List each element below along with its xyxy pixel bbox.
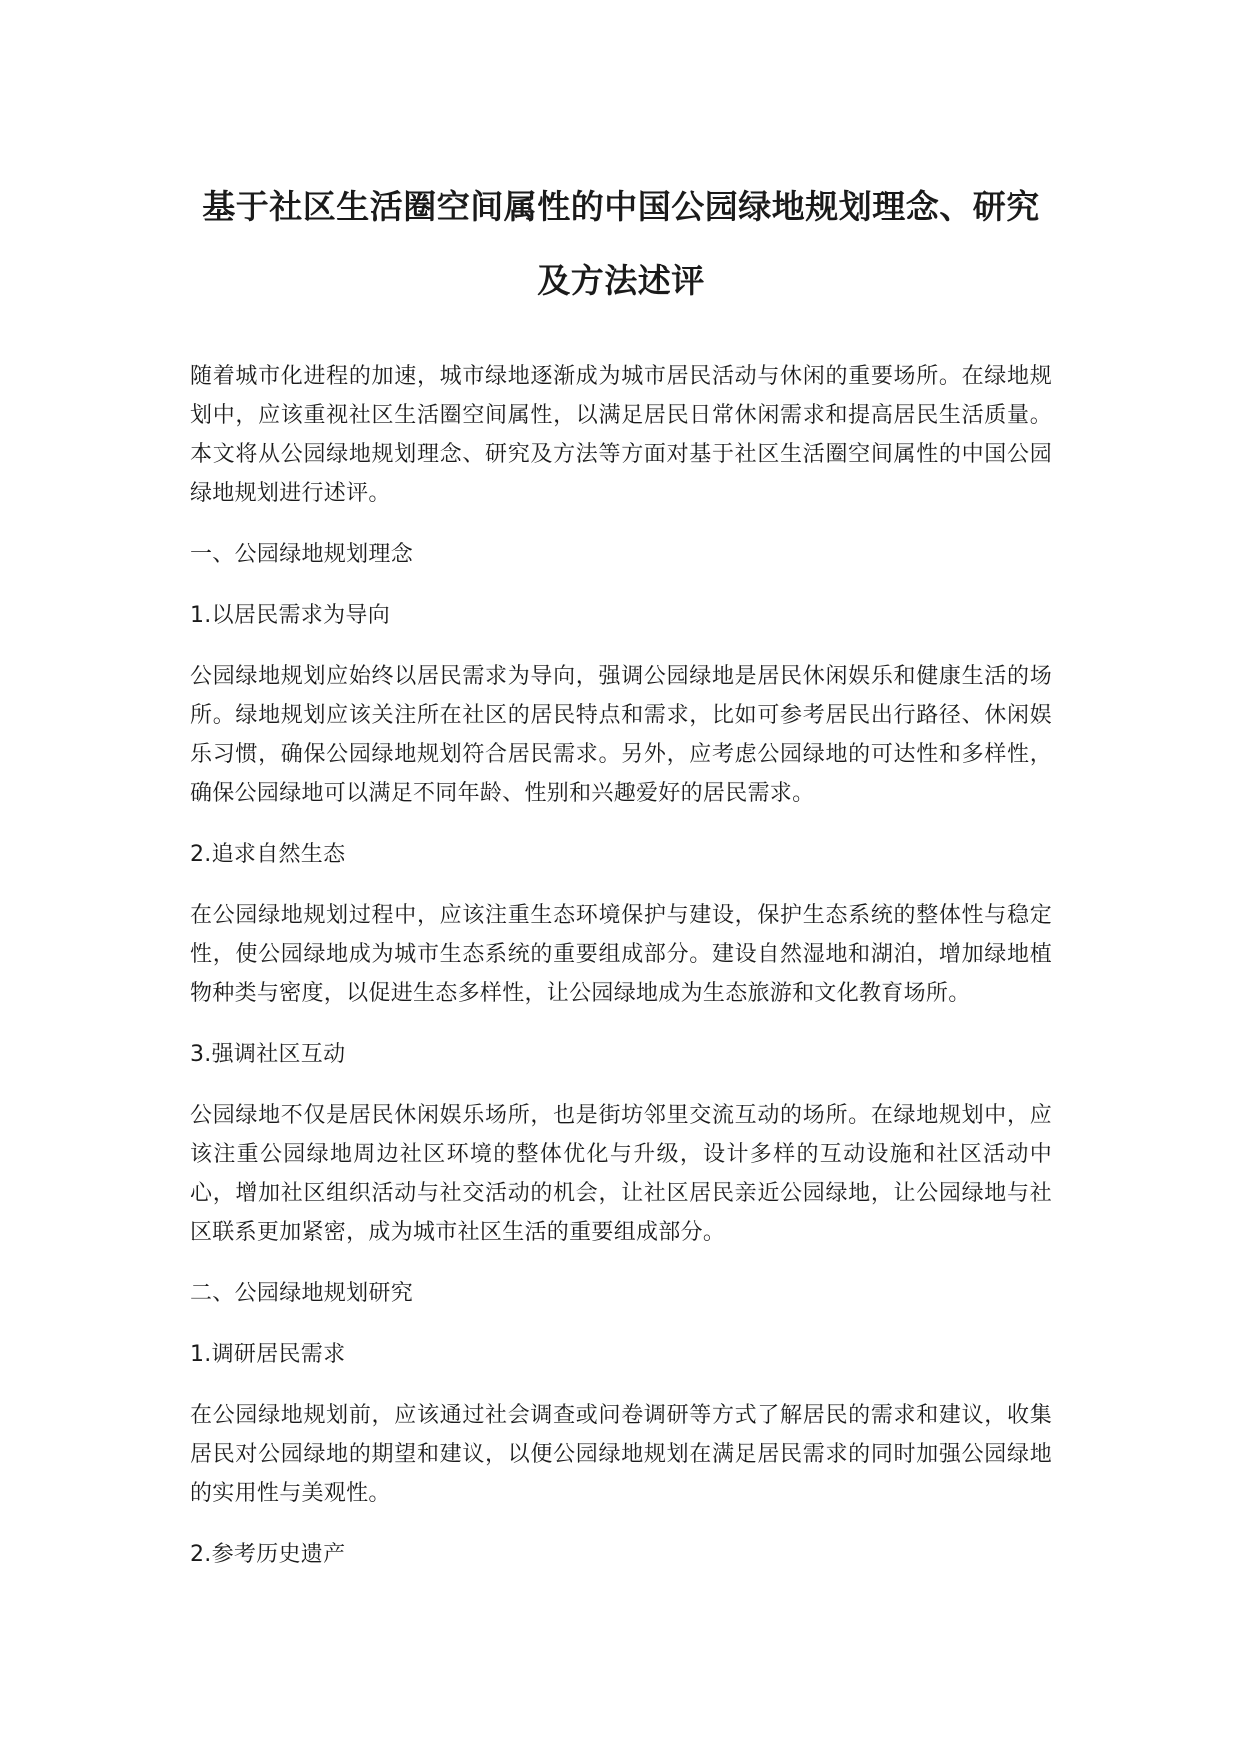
document-body	[190, 357, 1052, 1596]
paragraph-1-3: 公园绿地不仅是居民休闲娱乐场所，也是街坊邻里交流互动的场所。在绿地规划中，应该注重公园绿地周边社区环境的整体优化与升级，设计多样的互动设施和社区活动中心，增加社区组织活动与社交活动的机会，让社区居民亲近公园绿地，让公园绿地与社区联系更加紧密，成为城市社区生活的重要组成部分。	[190, 1103, 1052, 1245]
title-line-1: 基于社区生活圈空间属性的中国公园绿地规划理念、研究	[202, 187, 1040, 226]
subheading-1-2: 2.追求自然生态	[190, 842, 346, 867]
document-title	[190, 170, 1052, 318]
subheading-1-3: 3.强调社区互动	[190, 1042, 346, 1067]
subheading-2-1: 1.调研居民需求	[190, 1342, 346, 1367]
paragraph-1-2: 在公园绿地规划过程中，应该注重生态环境保护与建设，保护生态系统的整体性与稳定性，使公园绿地成为城市生态系统的重要组成部分。建设自然湿地和湖泊，增加绿地植物种类与密度，以促进生态多样性，让公园绿地成为生态旅游和文化教育场所。	[190, 903, 1052, 1006]
subheading-1-1: 1.以居民需求为导向	[190, 603, 390, 628]
title-line-2: 及方法述评	[537, 261, 705, 300]
section-heading-1: 一、公园绿地规划理念	[190, 542, 414, 567]
section-heading-2: 二、公园绿地规划研究	[190, 1281, 414, 1306]
paragraph-1-1: 公园绿地规划应始终以居民需求为导向，强调公园绿地是居民休闲娱乐和健康生活的场所。绿地规划应该关注所在社区的居民特点和需求，比如可参考居民出行路径、休闲娱乐习惯，确保公园绿地规划符合居民需求。另外，应考虑公园绿地的可达性和多样性，确保公园绿地可以满足不同年龄、性别和兴趣爱好的居民需求。	[190, 664, 1052, 806]
paragraph-2-1: 在公园绿地规划前，应该通过社会调查或问卷调研等方式了解居民的需求和建议，收集居民对公园绿地的期望和建议，以便公园绿地规划在满足居民需求的同时加强公园绿地的实用性与美观性。	[190, 1403, 1052, 1506]
subheading-2-2: 2.参考历史遗产	[190, 1542, 346, 1567]
intro-paragraph: 随着城市化进程的加速，城市绿地逐渐成为城市居民活动与休闲的重要场所。在绿地规划中，应该重视社区生活圈空间属性，以满足居民日常休闲需求和提高居民生活质量。本文将从公园绿地规划理念、研究及方法等方面对基于社区生活圈空间属性的中国公园绿地规划进行述评。	[190, 364, 1052, 506]
